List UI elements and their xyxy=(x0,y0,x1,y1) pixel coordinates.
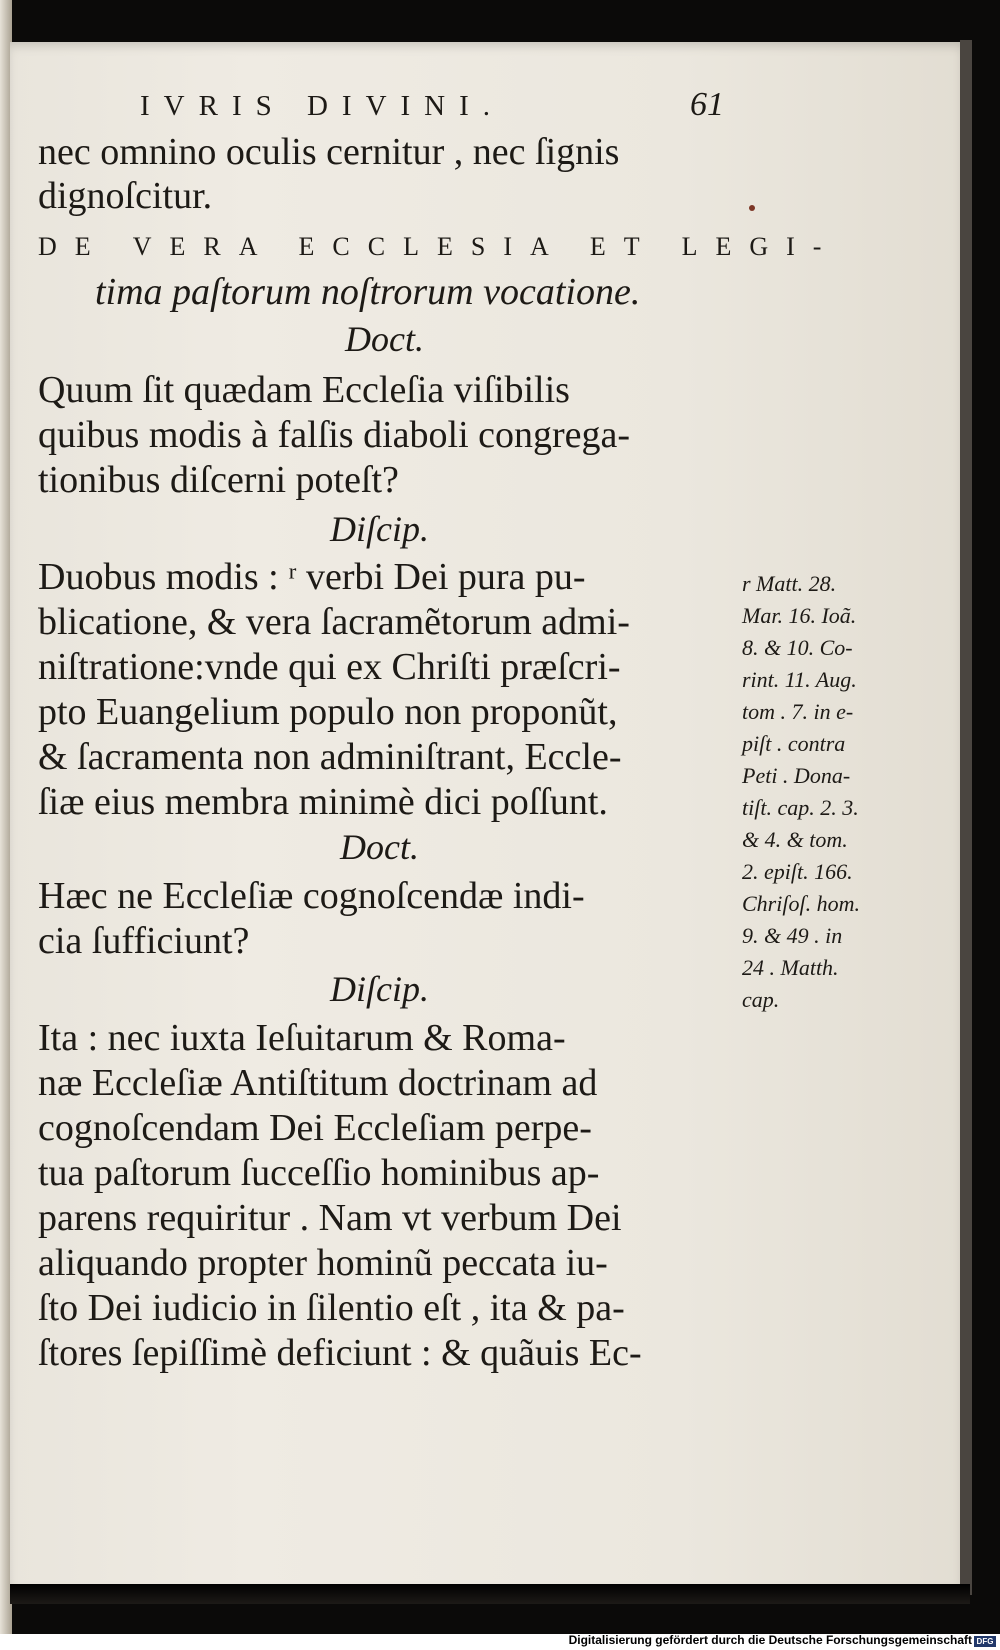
text-line: tua paſtorum ſucceſſio hominibus ap- xyxy=(38,1152,600,1194)
page-number: 61 xyxy=(690,86,724,123)
speaker-label: Doct. xyxy=(345,319,424,359)
ink-spot xyxy=(749,205,755,211)
speaker-label: Diſcip. xyxy=(330,969,429,1009)
text-line: pto Euangelium populo non proponũt, xyxy=(38,691,618,733)
margin-note: Mar. 16. Ioã. xyxy=(742,603,857,628)
page-edge xyxy=(960,40,972,1595)
text-line: & ſacramenta non adminiſtrant, Eccle- xyxy=(38,736,622,778)
speaker-label: Diſcip. xyxy=(330,509,429,549)
text-line: Hæc ne Eccleſiæ cognoſcendæ indi- xyxy=(38,875,585,917)
margin-note: 8. & 10. Co- xyxy=(742,635,853,660)
page-bottom-shadow xyxy=(10,1584,970,1604)
speaker-label: Doct. xyxy=(340,827,419,867)
text-line: aliquando propter hominũ peccata iu- xyxy=(38,1242,608,1284)
text-line: blicatione, & vera ſacramẽtorum admi- xyxy=(38,601,630,643)
margin-note: & 4. & tom. xyxy=(742,827,848,852)
section-subtitle: tima paſtorum noſtrorum vocatione. xyxy=(95,271,641,313)
text-line: cia ſufficiunt? xyxy=(38,920,250,962)
margin-note: 9. & 49 . in xyxy=(742,923,843,948)
dfg-logo: DFG xyxy=(974,1636,996,1647)
margin-note: 24 . Matth. xyxy=(742,955,839,980)
footer-credit: Digitalisierung gefördert durch die Deutsche Forschungsgemeinschaft xyxy=(568,1633,972,1647)
text-line: ſiæ eius membra minimè dici poſſunt. xyxy=(38,781,608,823)
margin-note: rint. 11. Aug. xyxy=(742,667,857,692)
text-line: Duobus modis : ʳ verbi Dei pura pu- xyxy=(38,556,586,598)
text-line: nec omnino oculis cernitur , nec ſignis xyxy=(38,131,620,173)
margin-note: tom . 7. in e- xyxy=(742,699,854,724)
text-line: tionibus diſcerni poteſt? xyxy=(38,459,399,501)
text-line: Ita : nec iuxta Ieſuitarum & Roma- xyxy=(38,1017,566,1059)
text-line: niſtratione:vnde qui ex Chriſti præſcri- xyxy=(38,646,621,688)
margin-note: Chriſoſ. hom. xyxy=(742,891,860,916)
text-line: cognoſcendam Dei Eccleſiam perpe- xyxy=(38,1107,592,1149)
text-line: ſtores ſepiſſimè deficiunt : & quãuis Ec- xyxy=(38,1332,642,1374)
text-line: Quum ſit quædam Eccleſia viſibilis xyxy=(38,369,570,411)
text-line: parens requiritur . Nam vt verbum Dei xyxy=(38,1197,622,1239)
text-line: quibus modis à falſis diaboli congrega- xyxy=(38,414,631,456)
margin-note: r Matt. 28. xyxy=(742,571,837,596)
margin-note: 2. epiſt. 166. xyxy=(742,859,853,884)
text-line: næ Eccleſiæ Antiſtitum doctrinam ad xyxy=(38,1062,598,1104)
margin-note: Peti . Dona- xyxy=(742,763,851,788)
margin-note: piſt . contra xyxy=(742,731,846,756)
margin-note: cap. xyxy=(742,987,780,1012)
text-line: ſto Dei iudicio in ſilentio eſt , ita & pa- xyxy=(38,1287,625,1329)
section-title: DE VERA ECCLESIA ET LEGI- xyxy=(38,232,840,261)
margin-note: tiſt. cap. 2. 3. xyxy=(742,795,859,820)
running-head: IVRIS DIVINI. xyxy=(140,90,505,122)
text-line: dignoſcitur. xyxy=(38,175,213,217)
